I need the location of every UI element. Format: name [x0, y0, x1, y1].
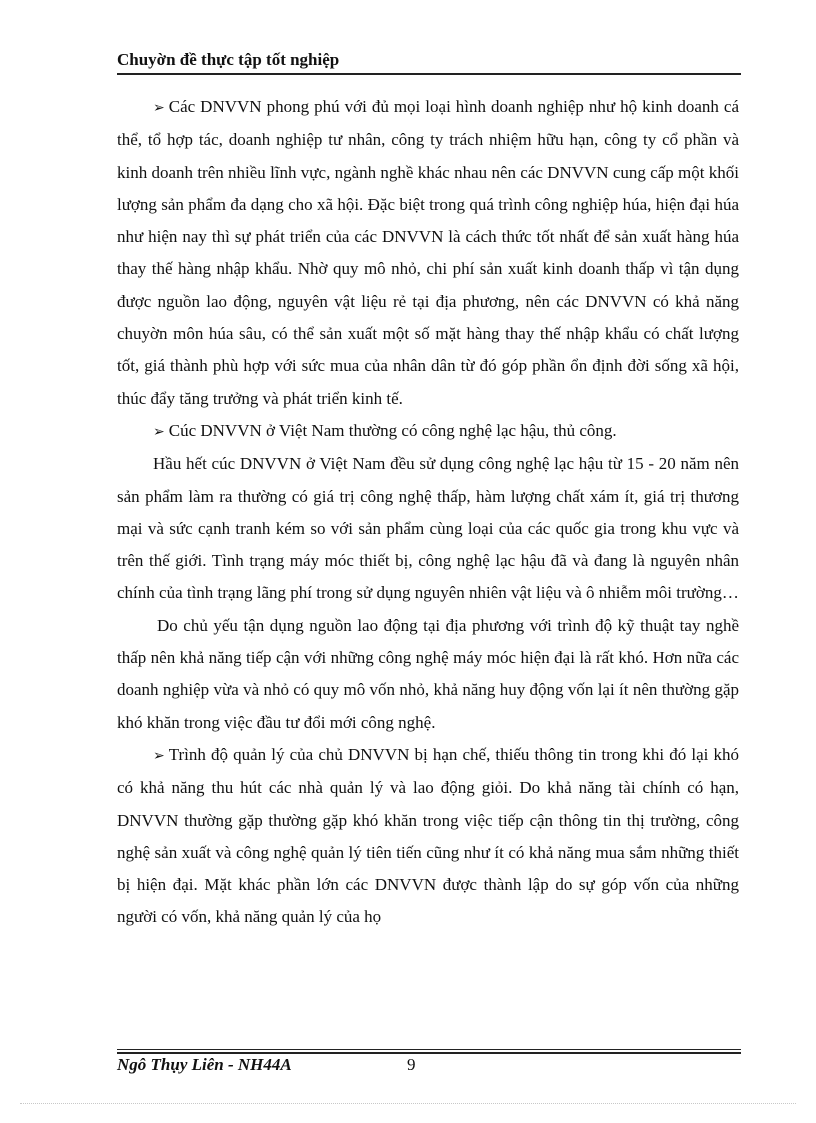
footer-divider	[117, 1049, 741, 1050]
arrow-bullet-icon: ➢	[153, 747, 165, 764]
page-number: 9	[407, 1055, 416, 1074]
paragraph-text: Các DNVVN phong phú với đủ mọi loại hình doanh nghiệp như hộ kinh doanh cá thể, tổ hợp tác, doanh nghiệp tư nhân, công ty trách nhiệm hữu hạn, công ty cổ phần và kinh doanh trên nhiều lĩnh vực, ngành nghề khác nhau nên các DNVVN cung cấp một khối lượng sản phẩm đa dạng cho xã hội. Đặc biệt trong quá trình công nghiệp húa, hiện đại húa như hiện nay thì sự phát triển của các DNVVN là cách thức tốt nhất để sản xuất hàng húa thay thế hàng nhập khẩu. Nhờ quy mô nhỏ, chi phí sản xuất kinh doanh thấp vì tận dụng được nguồn lao động, nguyên vật liệu rẻ tại địa phương, nên các DNVVN có khả năng chuyờn môn húa sâu, có thể sản xuất một số mặt hàng thay thế nhập khẩu có chất lượng tốt, giá thành phù hợp với sức mua của nhân dân từ đó góp phần ổn định đời sống xã hội, thúc đẩy tăng trưởng và phát triển kinh tế.	[117, 97, 739, 408]
arrow-bullet-icon: ➢	[153, 100, 165, 116]
paragraph-3	[117, 448, 739, 609]
paragraph-4	[117, 610, 739, 739]
paragraph-text: Trình độ quản lý của chủ DNVVN bị hạn chế, thiếu thông tin trong khi đó lại khó có khả năng thu hút các nhà quản lý và lao động giỏi. Do khả năng tài chính có hạn, DNVVN thường gặp thường gặp khó khăn trong việc tiếp cận thông tin thị trường, công nghệ sản xuất và công nghệ quản lý tiên tiến cũng như ít có khả năng mua sắm những thiết bị hiện đại. Mặt khác phần lớn các DNVVN được thành lập do sự góp vốn của những người có vốn, khả năng quản lý của họ	[117, 744, 739, 927]
paragraph-text: Cúc DNVVN ở Việt Nam thường có công nghệ lạc hậu, thủ công.	[168, 420, 617, 440]
paragraph-5	[117, 739, 739, 934]
arrow-bullet-icon: ➢	[153, 423, 165, 440]
paragraph-1	[117, 91, 739, 415]
footer-author: Ngô Thụy Liên - NH44A	[117, 1055, 292, 1074]
page-header	[117, 47, 741, 75]
paragraph-2	[117, 415, 739, 448]
document-body	[117, 91, 739, 934]
paragraph-text: Do chủ yếu tận dụng nguồn lao động tại địa phương với trình độ kỹ thuật tay nghề thấp nên khả năng tiếp cận với những công nghệ máy móc hiện đại là rất khó. Hơn nữa các doanh nghiệp vừa và nhỏ có quy mô vốn nhỏ, khả năng huy động vốn lại ít nên thường gặp khó khăn trong việc đầu tư đổi mới công nghệ.	[117, 615, 739, 732]
header-title: Chuyờn đề thực tập tốt nghiệp	[117, 50, 340, 69]
page-break-line	[20, 1103, 796, 1104]
footer-divider-thick	[117, 1052, 741, 1054]
paragraph-text: Hầu hết cúc DNVVN ở Việt Nam đều sử dụng công nghệ lạc hậu từ 15 - 20 năm nên sản phẩm làm ra thường có giá trị công nghệ thấp, hàm lượng chất xám ít, giá trị thương mại và sức cạnh tranh kém so với sản phẩm cùng loại của các quốc gia trong khu vực và trên thế giới. Tình trạng máy móc thiết bị, công nghệ lạc hậu đã và đang là nguyên nhân chính của tình trạng lãng phí trong sử dụng nguyên nhiên vật liệu và ô nhiễm môi trường…	[117, 454, 739, 603]
